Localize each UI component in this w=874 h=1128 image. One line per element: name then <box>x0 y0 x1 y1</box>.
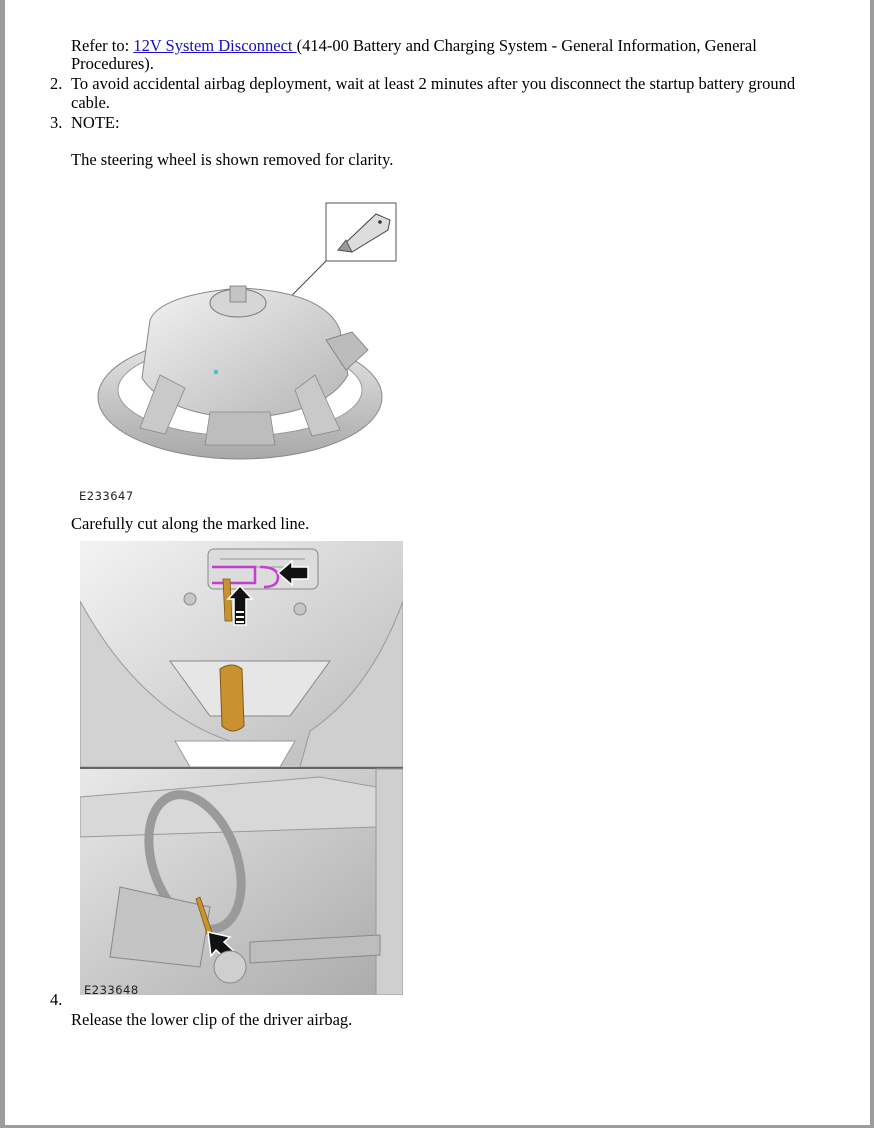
step3-number: 3. <box>50 113 63 132</box>
step2-text-line2: cable. <box>71 93 110 112</box>
page-right-border <box>870 0 874 1128</box>
release-clip-instruction: Release the lower clip of the driver airbag. <box>71 1010 353 1029</box>
step2-number: 2. <box>50 74 63 93</box>
step4-number: 4. <box>50 990 63 1009</box>
figure-id-e233647: E233647 <box>79 489 134 503</box>
step2-text-line1: To avoid accidental airbag deployment, wait at least 2 minutes after you disconnect the startup battery ground <box>71 74 796 93</box>
cut-instruction: Carefully cut along the marked line. <box>71 514 310 533</box>
step1-refer-line2: Procedures). <box>71 54 154 73</box>
page-left-border <box>0 0 5 1128</box>
airbag-clip-closeup-figure <box>80 541 403 767</box>
steering-wheel-figure <box>90 200 400 475</box>
note-label: NOTE: <box>71 113 120 132</box>
note-text: The steering wheel is shown removed for clarity. <box>71 150 394 169</box>
cabin-overview-figure <box>80 767 403 995</box>
figure-id-e233648: E233648 <box>84 983 139 997</box>
step1-refer-prefix: Refer to: <box>71 36 134 55</box>
system-disconnect-link[interactable]: 12V System Disconnect <box>133 36 297 55</box>
step1-refer-suffix: (414-00 Battery and Charging System - General Information, General <box>296 36 757 55</box>
step1-refer-line <box>71 36 757 55</box>
